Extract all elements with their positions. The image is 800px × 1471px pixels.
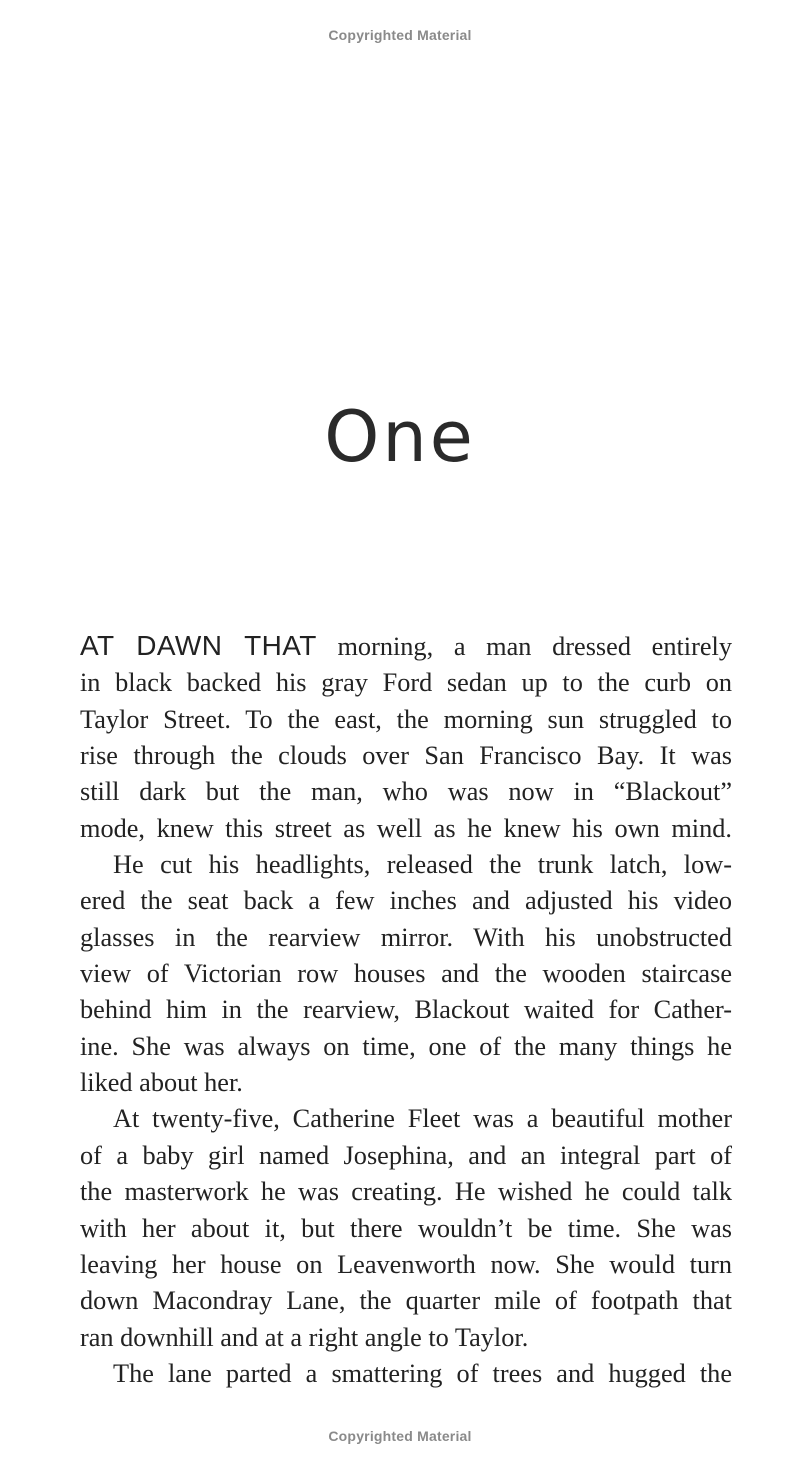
- text-line: the masterwork he was creating. He wished he could talk: [80, 1177, 732, 1207]
- text-line: liked about her.: [80, 1068, 243, 1098]
- chapter-body: [80, 628, 732, 1392]
- paragraph-4: [80, 1356, 732, 1392]
- text-line: view of Victorian row houses and the wooden staircase: [80, 959, 732, 989]
- text-line: He cut his headlights, released the trunk latch, low-: [113, 850, 732, 880]
- paragraph-3: [80, 1101, 732, 1355]
- line-text: morning, a man dressed entirely: [337, 632, 732, 661]
- text-line: in black backed his gray Ford sedan up to the curb on: [80, 668, 732, 698]
- text-line: At twenty-five, Catherine Fleet was a beautiful mother: [113, 1104, 732, 1134]
- text-line: behind him in the rearview, Blackout waited for Cather-: [80, 995, 732, 1025]
- text-line: rise through the clouds over San Francisco Bay. It was: [80, 741, 732, 771]
- text-line: The lane parted a smattering of trees and hugged the: [113, 1358, 732, 1388]
- text-line: leaving her house on Leavenworth now. She would turn: [80, 1249, 732, 1279]
- text-line: still dark but the man, who was now in “Blackout”: [80, 777, 732, 807]
- text-line: ran downhill and at a right angle to Taylor.: [80, 1322, 529, 1352]
- paragraph-1: [80, 628, 732, 847]
- copyright-watermark-top: Copyrighted Material: [328, 27, 472, 43]
- text-line: of a baby girl named Josephina, and an integral part of: [80, 1140, 732, 1170]
- paragraph-2: [80, 847, 732, 1101]
- text-line: mode, knew this street as well as he knew his own mind.: [80, 813, 732, 843]
- lead-in-small-caps: AT DAWN THAT: [80, 630, 317, 661]
- text-line: ered the seat back a few inches and adjusted his video: [80, 886, 732, 916]
- text-line: with her about it, but there wouldn’t be time. She was: [80, 1213, 732, 1243]
- chapter-title: One: [324, 395, 476, 478]
- text-line: Taylor Street. To the east, the morning sun struggled to: [80, 704, 732, 734]
- text-line: glasses in the rearview mirror. With his unobstructed: [80, 922, 732, 952]
- text-line: down Macondray Lane, the quarter mile of footpath that: [80, 1286, 732, 1316]
- copyright-watermark-bottom: Copyrighted Material: [328, 1428, 472, 1444]
- text-line: [80, 628, 732, 665]
- text-line: ine. She was always on time, one of the many things he: [80, 1031, 732, 1061]
